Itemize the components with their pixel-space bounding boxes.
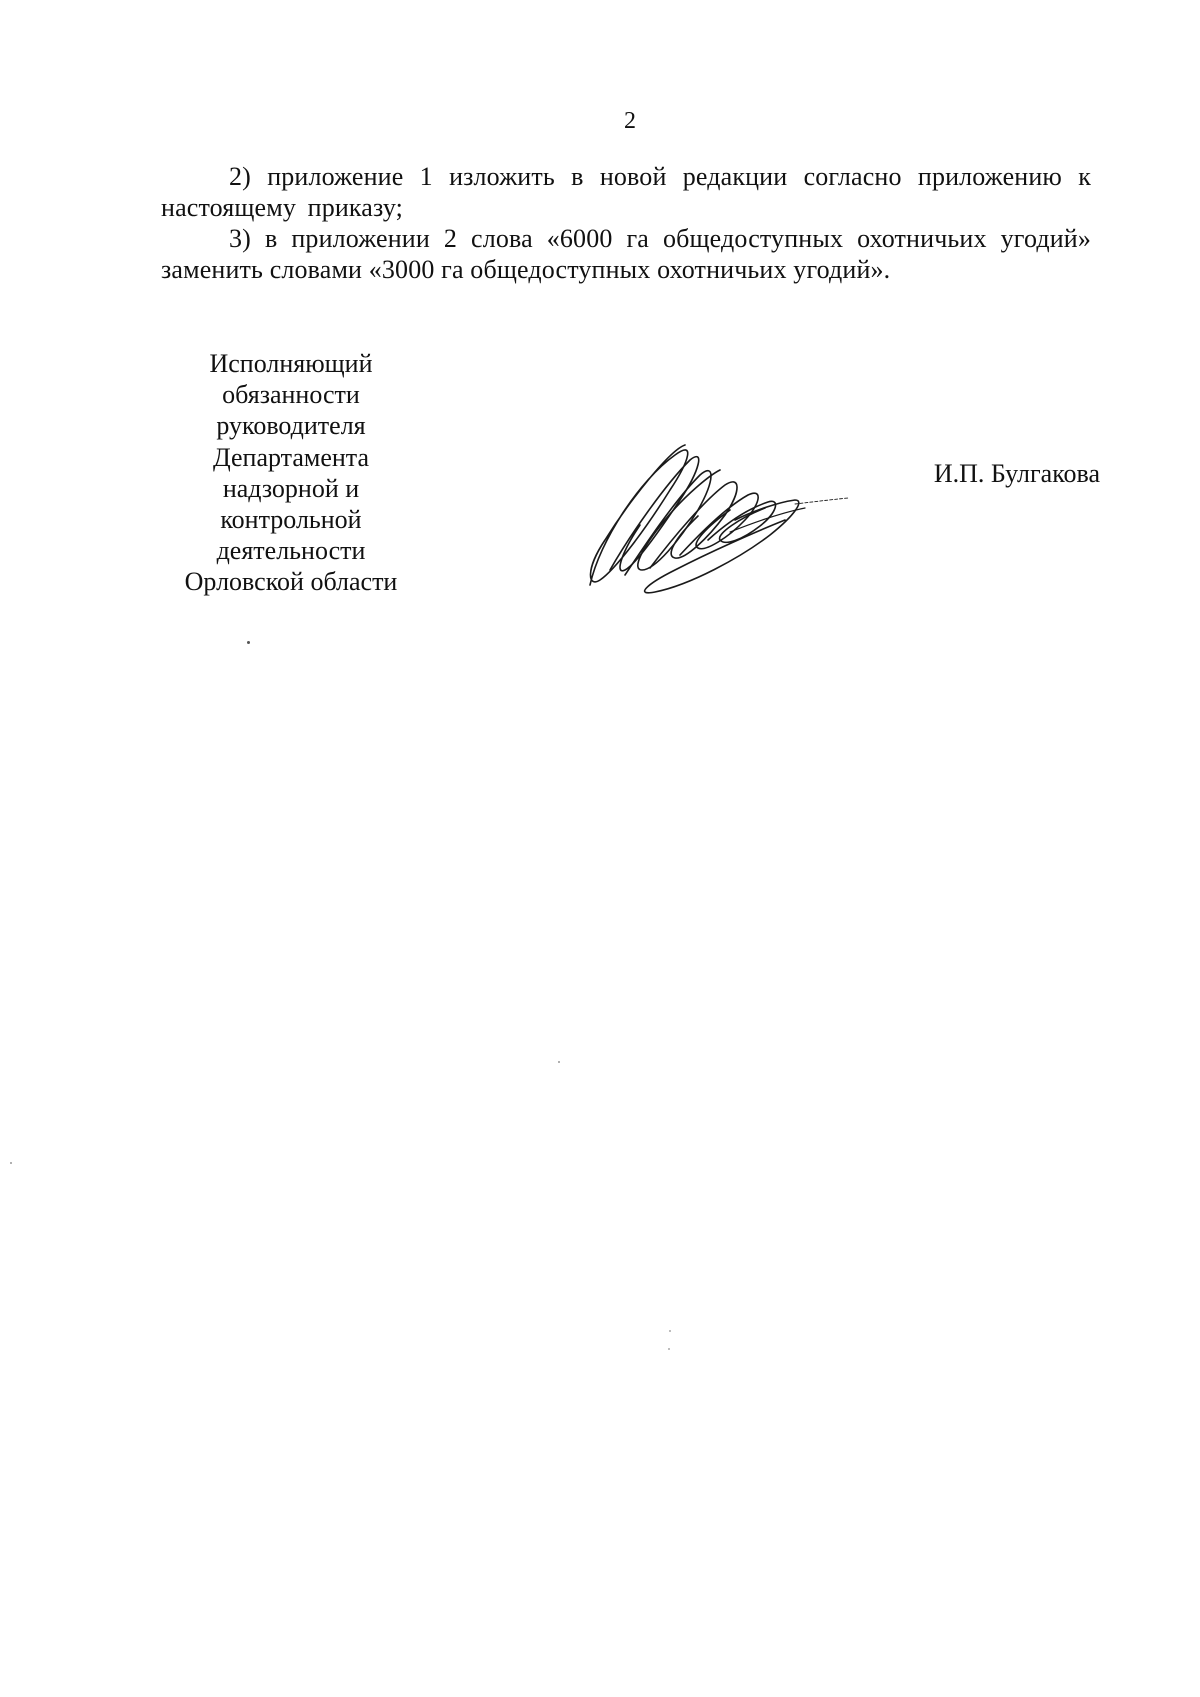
- scan-speck: [247, 641, 250, 644]
- signer-name: И.П. Булгакова: [933, 459, 1100, 488]
- scan-speck: [668, 1348, 670, 1350]
- scan-speck: [10, 1162, 12, 1164]
- paragraph-item-3: 3) в приложении 2 слова «6000 га общедоступных охотничьих угодий» заменить словами «3000 га общедоступных охотничьих угодий».: [161, 224, 1091, 284]
- signer-title-line: Орловской области: [184, 567, 398, 597]
- scan-speck: [558, 1061, 560, 1063]
- signer-title-line: деятельности: [216, 536, 366, 566]
- signer-title-line: надзорной и: [222, 473, 360, 503]
- page-number: 2: [624, 108, 636, 134]
- signer-title-line: Департамента: [212, 442, 370, 472]
- signer-title-line: контрольной: [220, 505, 362, 535]
- signer-title-line: Исполняющий: [209, 349, 373, 378]
- body-text: [161, 161, 1091, 285]
- paragraph-item-2: 2) приложение 1 изложить в новой редакции согласно приложению к настоящему приказу;: [161, 162, 1091, 222]
- signature-icon: [580, 420, 860, 600]
- scan-speck: [669, 1330, 671, 1332]
- signer-title-line: руководителя: [216, 411, 366, 441]
- signer-title: [160, 348, 422, 598]
- signer-title-line: обязанности: [222, 380, 360, 410]
